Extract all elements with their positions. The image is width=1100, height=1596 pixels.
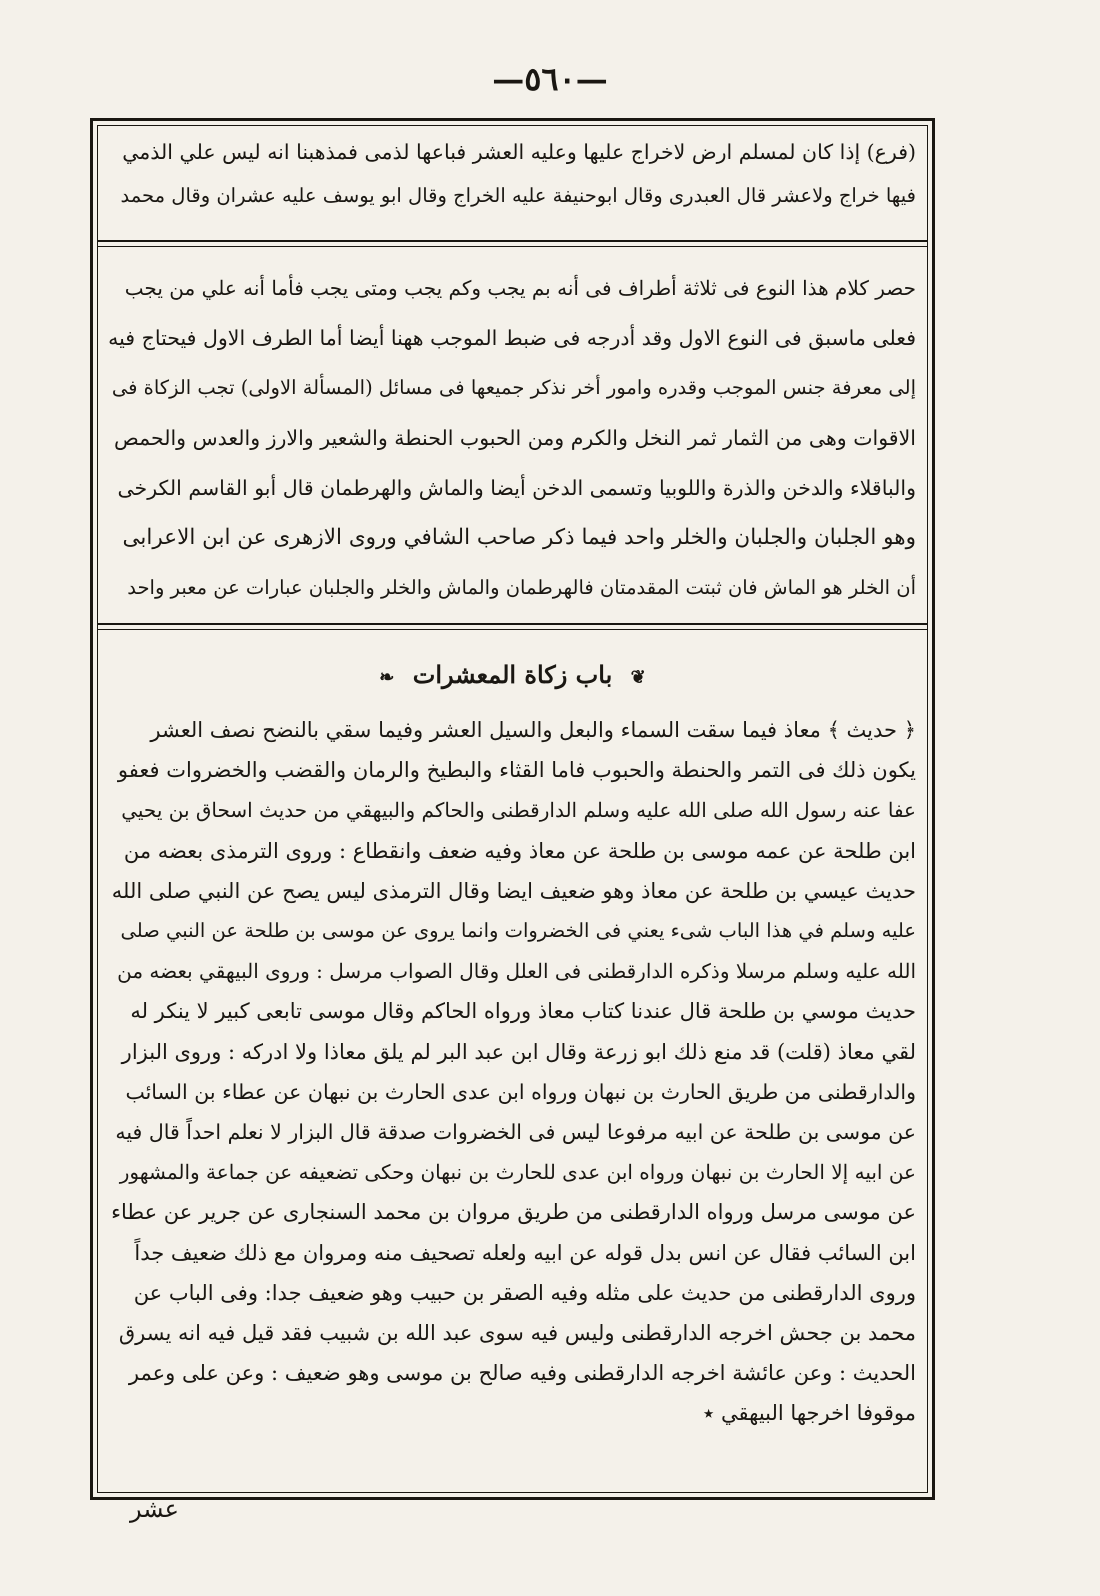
ornament-icon: ❧ [379,667,395,688]
catchword: عشر [130,1495,179,1523]
sharh-line: حصر كلام هذا النوع فى ثلاثة أطراف فى أنه بم يجب وكم يجب ومتى يجب فأما أنه علي من يجب [124,276,916,300]
hadith-line: ابن طلحة عن عمه موسى بن طلحة عن معاذ وفيه ضعف وانقطاع : وروى الترمذى بعضه من [123,838,916,863]
top-note-line: فيها خراج ولاعشر قال العبدرى وقال ابوحنيفة عليه الخراج وقال ابو يوسف عليه عشران وقال محمد [120,184,916,207]
hadith-line: عن ابيه إلا الحارث بن نبهان ورواه ابن عدى للحارث بن نبهان وحكى تضعيفه عن جماعة والمشهور [119,1160,916,1185]
hadith-line: حديث عيسي بن طلحة عن معاذ وهو ضعيف ايضا وقال الترمذى ليس يصح عن النبي صلى الله [111,878,916,903]
hadith-text [108,710,916,1434]
sharh-line: الاقوات وهى من الثمار ثمر النخل والكرم ومن الحبوب الحنطة والشعير والارز والعدس والحمص [114,426,916,450]
top-note-line: (فرع) إذا كان لمسلم ارض لاخراج عليها وعليه العشر فباعها لذمى فمذهبنا انه ليس علي الذمي [122,140,916,164]
hadith-line: والدارقطنى من طريق الحارث بن نبهان ورواه ابن عدى الحارث بن نبهان عن عطاء بن السائب [125,1079,916,1104]
sharh-line: فعلى ماسبق فى النوع الاول وقد أدرجه فى ضبط الموجب ههنا أيضا أما الطرف الاول فيحتاج فيه [108,326,916,350]
hadith-line: الحديث : وعن عائشة اخرجه الدارقطنى وفيه صالح بن موسى وهو ضعيف : وعن على وعمر [128,1361,916,1386]
hadith-line: عن موسى بن طلحة عن ابيه مرفوعا ليس فى الخضروات صدقة قال البزار لا نعلم احداً قال فيه [115,1120,916,1145]
hadith-line: موقوفا اخرجها البيهقي ٭ [702,1401,916,1426]
top-note [108,130,916,218]
hadith-line: عن موسى مرسل ورواه الدارقطنى من طريق مروان بن محمد السنجارى عن جرير عن عطاء [111,1200,916,1225]
sharh-line: أن الخلر هو الماش فان ثبتت المقدمتان فالهرطمان والماش والخلر والجلبان عبارات عن معبر واحد [127,576,916,599]
sharh-divider [97,623,928,625]
chapter-heading [97,660,928,689]
sharh-line: إلى معرفة جنس الموجب وقدره وامور أخر نذكر جميعها فى مسائل (المسألة الاولى) تجب الزكاة فى [111,376,916,399]
sharh-text [108,263,916,613]
hadith-line: يكون ذلك فى التمر والحنطة والحبوب فاما القثاء والبطيخ والرمان والقضب والخضروات فعفو [117,758,916,783]
hadith-line: الله عليه وسلم مرسلا وذكره الدارقطنى فى العلل وقال الصواب مرسل : وروى البيهقي بعضه من [117,959,916,984]
chapter-title: باب زكاة المعشرات [412,660,613,689]
hadith-line: وروى الدارقطنى من حديث على مثله وفيه الصقر بن حبيب وهو ضعيف جدا: وفى الباب عن [133,1280,916,1305]
page-number: —٥٦٠— [492,60,608,98]
sharh-line: والباقلاء والدخن والذرة واللوبيا وتسمى الدخن أيضا والماش والهرطمان قال أبو القاسم الكرخى [117,476,916,500]
hadith-line: ابن السائب فقال عن انس بدل قوله عن ابيه ولعله تصحيف منه ومروان مع ذلك ضعيف جداً [134,1240,916,1265]
hadith-line: محمد بن جحش اخرجه الدارقطنى وليس فيه سوى عبد الله بن شبيب فقد قيل فيه انه يسرق [118,1321,916,1346]
top-note-divider [97,240,928,242]
sharh-line: وهو الجلبان والجلبان والخلر واحد فيما ذكر صاحب الشافي وروى الازهرى عن ابن الاعرابى [122,525,916,550]
top-note-divider-thin [97,246,928,247]
hadith-line: لقي معاذ (قلت) قد منع ذلك ابو زرعة وقال ابن عبد البر لم يلق معاذا ولا ادركه : وروى البزار [121,1039,916,1064]
hadith-line: عفا عنه رسول الله صلى الله عليه وسلم الدارقطنى والحاكم والبيهقي من حديث اسحاق بن يحيي [121,798,916,823]
hadith-line: ﴿ حديث ﴾ معاذ فيما سقت السماء والبعل والسيل العشر وفيما سقي بالنضح نصف العشر [150,718,916,742]
hadith-line: حديث موسي بن طلحة قال عندنا كتاب معاذ ورواه الحاكم وقال موسى تابعى كبير لا ينكر له [130,999,916,1024]
sharh-divider-thin [97,629,928,630]
ornament-icon: ❦ [630,667,646,688]
hadith-line: عليه وسلم في هذا الباب شىء يعني فى الخضروات وانما يروى عن موسى بن طلحة عن النبي صلى [120,919,916,943]
